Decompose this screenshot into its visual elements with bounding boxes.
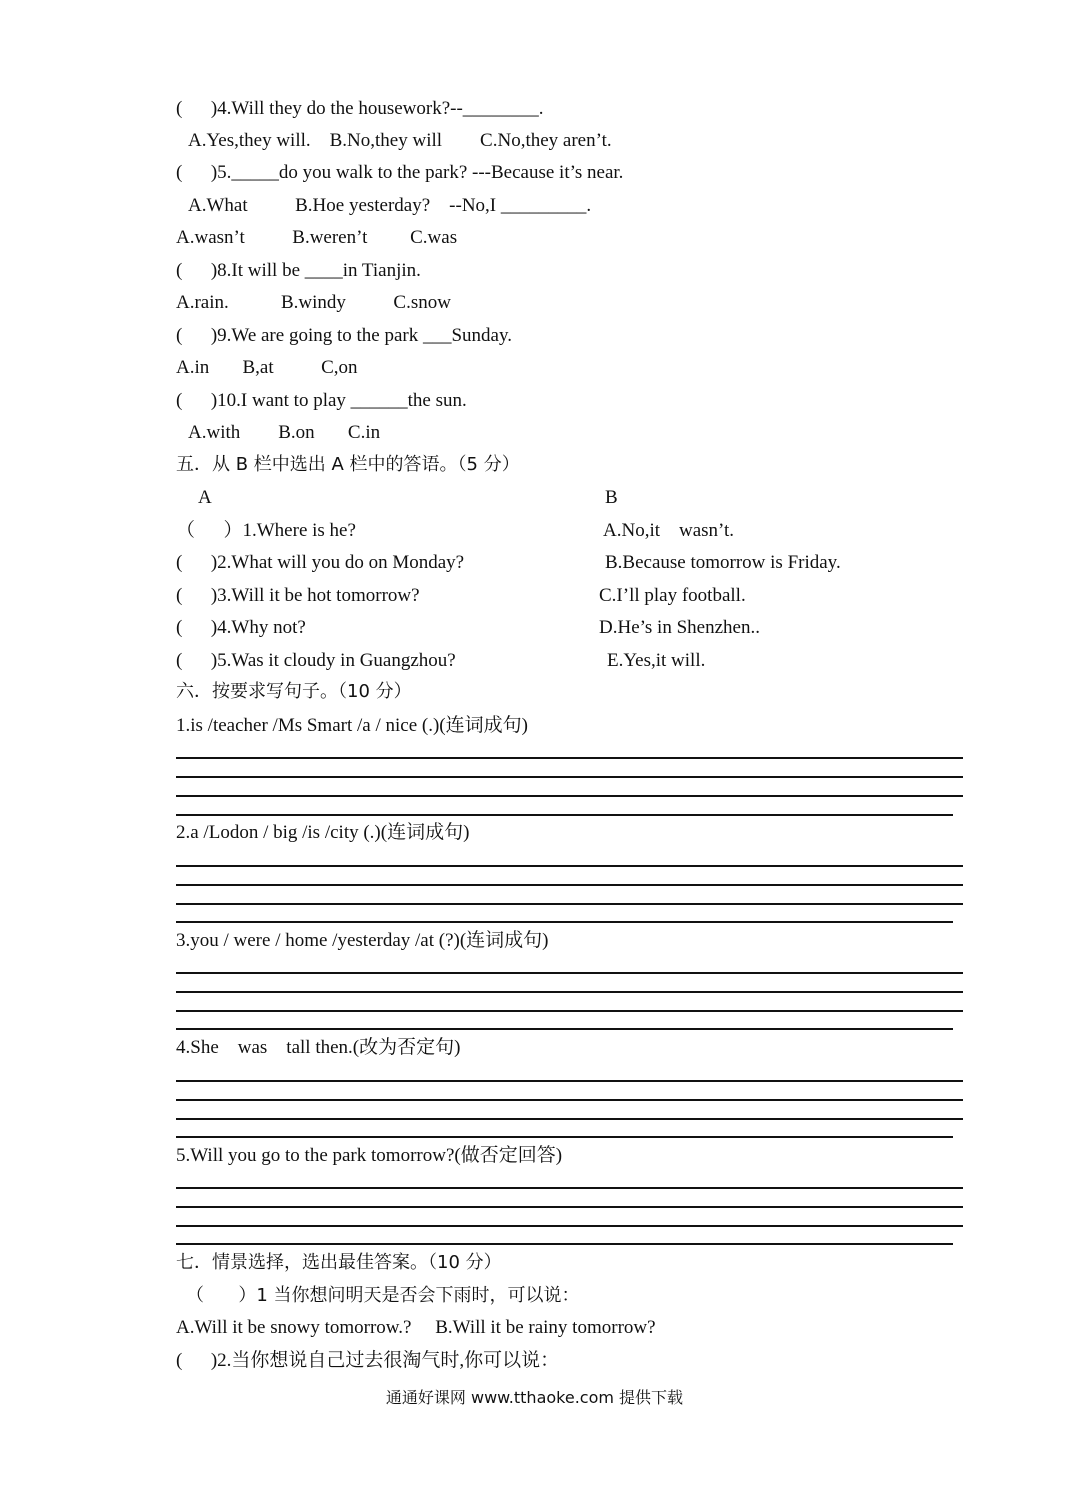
match-answer: A.No,it wasn’t. [603, 520, 735, 541]
answer-line [176, 1080, 963, 1082]
answer-line [176, 1187, 963, 1189]
match-answer: B.Because tomorrow is Friday. [605, 552, 841, 573]
rewrite-prompt: 5.Will you go to the park tomorrow?(做否定回答) [176, 1145, 563, 1166]
match-answer: E.Yes,it will. [607, 650, 706, 671]
situation-question-2: ( )2.当你想说自己过去很淘气时,你可以说： [176, 1350, 560, 1371]
match-answer: C.I’ll play football. [599, 585, 746, 606]
section-6-heading: 六．按要求写句子。（10 分） [176, 681, 412, 702]
match-question: ( )4.Why not? [176, 617, 306, 638]
answer-line [176, 1118, 963, 1120]
section-7-heading: 七．情景选择，选出最佳答案。（10 分） [176, 1252, 502, 1273]
situation-question-1-options: A.Will it be snowy tomorrow.? B.Will it be rainy tomorrow? [176, 1317, 656, 1338]
answer-line [176, 1010, 963, 1012]
match-question: ( )3.Will it be hot tomorrow? [176, 585, 420, 606]
question-6-options: A.wasn’t B.weren’t C.was [176, 227, 458, 248]
question-8: ( )8.It will be ____in Tianjin. [176, 260, 421, 281]
question-9-options: A.in B,at C,on [176, 357, 358, 378]
section-5-heading: 五．从 B 栏中选出 A 栏中的答语。（5 分） [176, 454, 520, 475]
rewrite-prompt: 1.is /teacher /Ms Smart /a / nice (.)(连词成句) [176, 715, 528, 736]
answer-line [176, 1136, 953, 1138]
match-question: （ ）1.Where is he? [176, 520, 356, 541]
question-9: ( )9.We are going to the park ___Sunday. [176, 325, 512, 346]
question-10-options: A.with B.on C.in [188, 422, 381, 443]
answer-line [176, 1225, 963, 1227]
question-8-options: A.rain. B.windy C.snow [176, 292, 451, 313]
match-question: ( )2.What will you do on Monday? [176, 552, 465, 573]
rewrite-prompt: 2.a /Lodon / big /is /city (.)(连词成句) [176, 822, 470, 843]
answer-line [176, 757, 963, 759]
question-4: ( )4.Will they do the housework?--________. [176, 98, 544, 119]
answer-line [176, 776, 963, 778]
question-10: ( )10.I want to play ______the sun. [176, 390, 467, 411]
answer-line [176, 1206, 963, 1208]
column-a-header: A [198, 487, 212, 508]
answer-line [176, 1099, 963, 1101]
question-5-options: A.What B.Hoe yesterday? --No,I _________. [188, 195, 592, 216]
answer-line [176, 1243, 953, 1245]
rewrite-prompt: 4.She was tall then.(改为否定句) [176, 1037, 461, 1058]
answer-line [176, 795, 963, 797]
question-4-options: A.Yes,they will. B.No,they will C.No,they aren’t. [188, 130, 612, 151]
footer-source: 通通好课网 www.tthaoke.com 提供下载 [385, 1388, 684, 1407]
rewrite-prompt: 3.you / were / home /yesterday /at (?)(连词成句) [176, 930, 549, 951]
answer-line [176, 884, 963, 886]
match-question: ( )5.Was it cloudy in Guangzhou? [176, 650, 456, 671]
answer-line [176, 814, 953, 816]
answer-line [176, 865, 963, 867]
situation-question-1: （ ）1 当你想问明天是否会下雨时，可以说： [186, 1285, 580, 1306]
column-b-header: B [605, 487, 618, 508]
match-answer: D.He’s in Shenzhen.. [599, 617, 760, 638]
answer-line [176, 972, 963, 974]
question-5: ( )5._____do you walk to the park? ---Because it’s near. [176, 162, 624, 183]
answer-line [176, 1028, 953, 1030]
answer-line [176, 903, 963, 905]
answer-line [176, 921, 953, 923]
answer-line [176, 991, 963, 993]
